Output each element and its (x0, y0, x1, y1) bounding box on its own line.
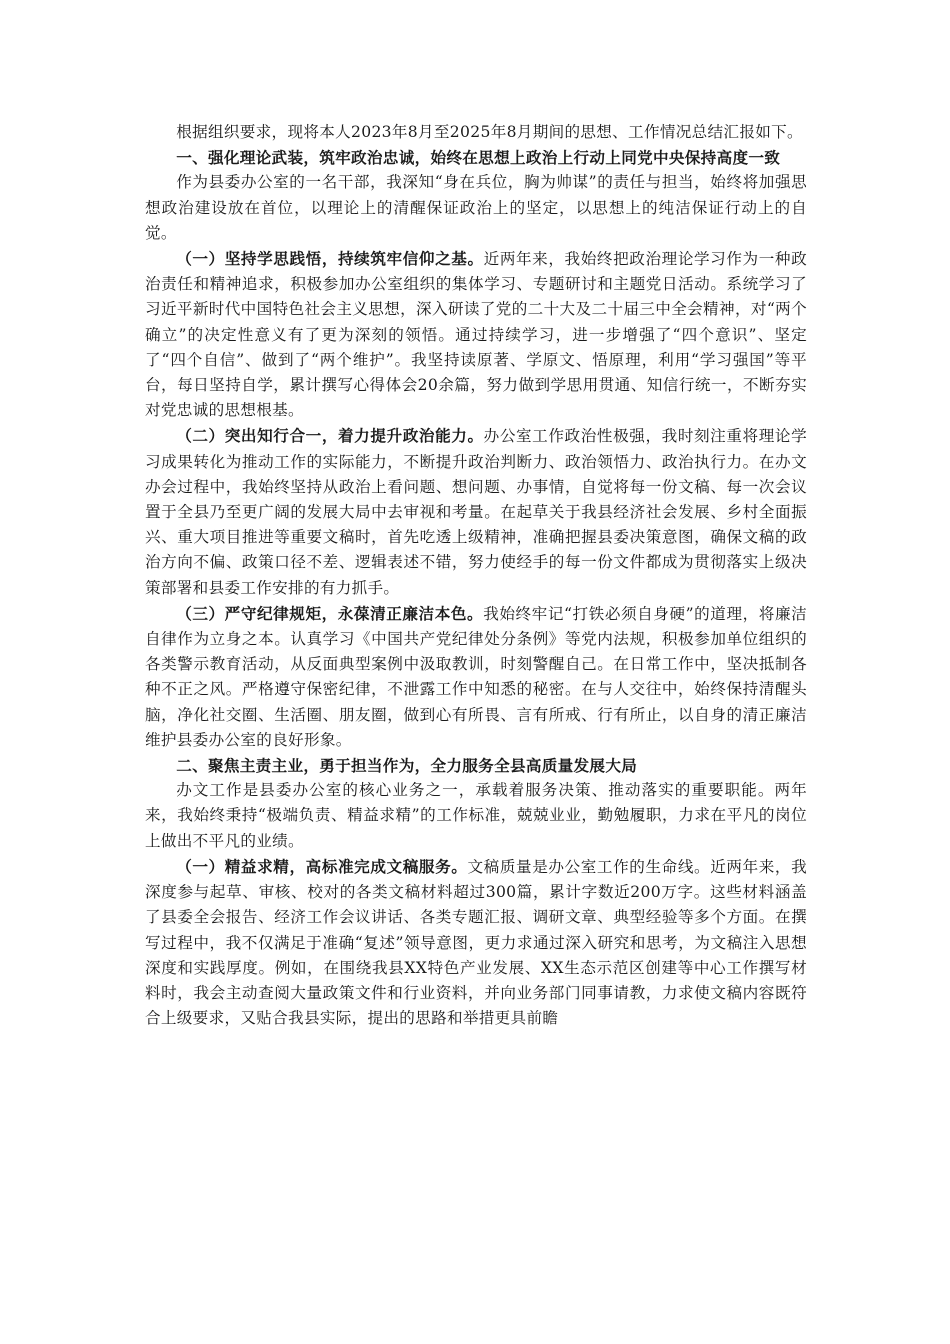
paragraph-lead: （二）突出知行合一，着力提升政治能力。 (176, 426, 484, 446)
paragraph: （一）坚持学思践悟，持续筑牢信仰之基。近两年来，我始终把政治理论学习作为一种政治责任和精神追求，积极参加办公室组织的集体学习、专题研讨和主题党日活动。系统学习了习近平新时代中国特色社会主义思想，深入研读了党的二十大及二十届三中全会精神，对“两个确立”的决定性意义有了更为深刻的领悟。通过持续学习，进一步增强了“四个意识”、坚定了“四个自信”、做到了“两个维护”。我坚持读原著、学原文、悟原理，利用“学习强国”等平台，每日坚持自学，累计撰写心得体会20余篇，努力做到学思用贯通、知信行统一，不断夯实对党忠诚的思想根基。 (145, 249, 807, 420)
paragraph: （三）严守纪律规矩，永葆清正廉洁本色。我始终牢记“打铁必须自身硬”的道理，将廉洁自律作为立身之本。认真学习《中国共产党纪律处分条例》等党内法规，积极参加单位组织的各类警示教育活动，从反面典型案例中汲取教训，时刻警醒自己。在日常工作中，坚决抵制各种不正之风。严格遵守保密纪律，不泄露工作中知悉的秘密。在与人交往中，始终保持清醒头脑，净化社交圈、生活圈、朋友圈，做到心有所畏、言有所戒、行有所止，以自身的清正廉洁维护县委办公室的良好形象。 (145, 603, 807, 749)
paragraph-lead: （一）精益求精，高标准完成文稿服务。 (176, 856, 468, 876)
paragraph: （二）突出知行合一，着力提升政治能力。办公室工作政治性极强，我时刻注重将理论学习成果转化为推动工作的实际能力，不断提升政治判断力、政治领悟力、政治执行力。在办文办会过程中，我始终坚持从政治上看问题、想问题、办事情，自觉将每一份文稿、每一次会议置于全县乃至更广阔的发展大局中去审视和考量。在起草关于我县经济社会发展、乡村全面振兴、重大项目推进等重要文稿时，首先吃透上级精神，准确把握县委决策意图，确保文稿的政治方向不偏、政策口径不差、逻辑表述不错，努力使经手的每一份文件都成为贯彻落实上级决策部署和县委工作安排的有力抓手。 (145, 426, 807, 597)
intro-paragraph: 根据组织要求，现将本人2023年8月至2025年8月期间的思想、工作情况总结汇报如下。 (176, 123, 803, 141)
paragraph-lead: （一）坚持学思践悟，持续筑牢信仰之基。 (176, 249, 484, 269)
paragraph: 办文工作是县委办公室的核心业务之一，承载着服务决策、推动落实的重要职能。两年来，我始终秉持“极端负责、精益求精”的工作标准，兢兢业业，勤勉履职，力求在平凡的岗位上做出不平凡的业绩。 (145, 781, 807, 850)
paragraph: （一）精益求精，高标准完成文稿服务。文稿质量是办公室工作的生命线。近两年来，我深度参与起草、审核、校对的各类文稿材料超过300篇，累计字数近200万字。这些材料涵盖了县委全会报告、经济工作会议讲话、各类专题汇报、调研文章、典型经验等多个方面。在撰写过程中，我不仅满足于准确“复述”领导意图，更力求通过深入研究和思考，为文稿注入思想深度和实践厚度。例如，在围绕我县XX特色产业发展、XX生态示范区创建等中心工作撰写材料时，我会主动查阅大量政策文件和行业资料，并向业务部门同事请教，力求使文稿内容既符合上级要求，又贴合我县实际，提出的思路和举措更具前瞻 (145, 856, 807, 1028)
paragraph-lead: （三）严守纪律规矩，永葆清正廉洁本色。 (176, 603, 484, 623)
paragraph: 作为县委办公室的一名干部，我深知“身在兵位，胸为帅谋”的责任与担当，始终将加强思想政治建设放在首位，以理论上的清醒保证政治上的坚定，以思想上的纯洁保证行动上的自觉。 (145, 173, 807, 242)
document-body (145, 120, 807, 1031)
section-heading-2: 二、聚焦主责主业，勇于担当作为，全力服务全县高质量发展大局 (176, 756, 638, 776)
section-heading-1: 一、强化理论武装，筑牢政治忠诚，始终在思想上政治上行动上同党中央保持高度一致 (176, 148, 781, 168)
